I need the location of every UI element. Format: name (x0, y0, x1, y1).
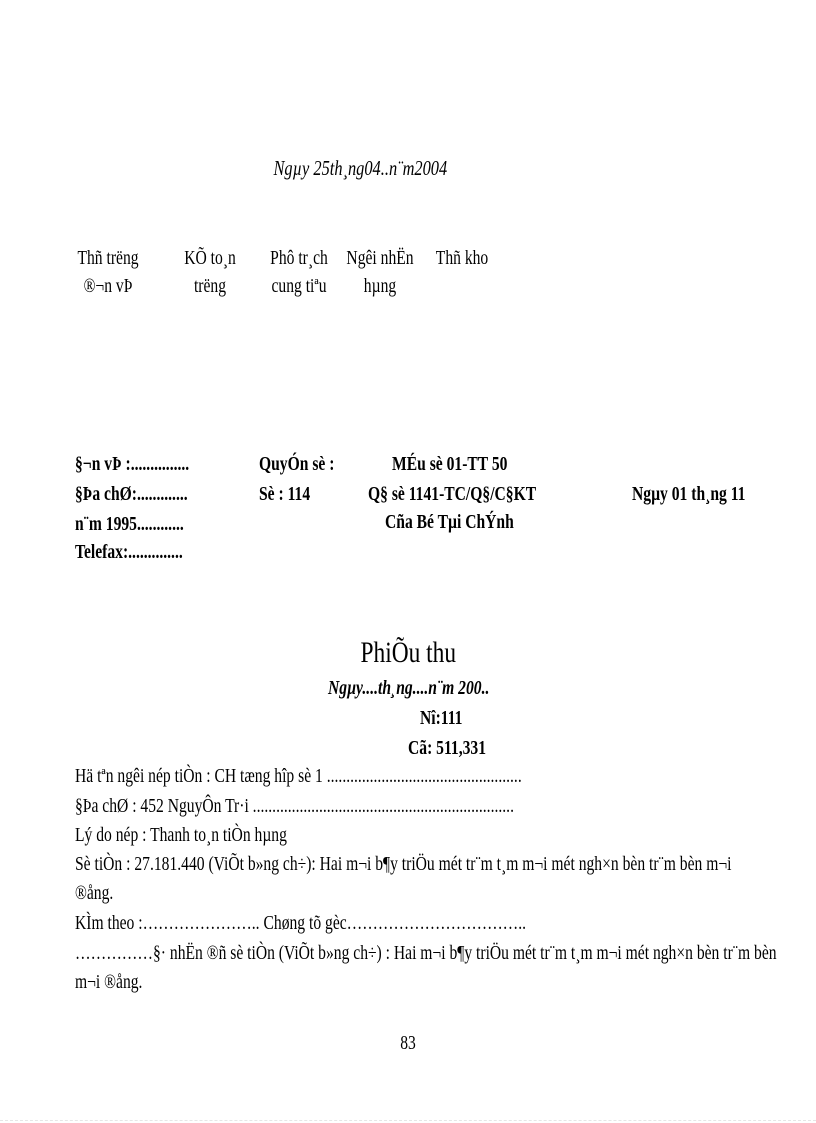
credit-account: Cã: 511,331 (408, 737, 486, 759)
receipt-date: Ngµy....th¸ng....n¨m 200.. (328, 677, 490, 699)
header-unit: §¬n vÞ :............... (75, 453, 190, 475)
header-issued-date: Ngµy 01 th¸ng 11 (632, 483, 746, 505)
header-year: n¨m 1995............ (75, 513, 184, 535)
signature-head-of-unit (60, 244, 156, 300)
signature-receiver (330, 244, 430, 300)
received-amount-line: ……………§· nhËn ®ñ sè tiÒn (ViÕt b»ng ch÷) : Hai m¬i b¶y triÖu mét tr¨m t¸m m¬i mét ngh×n bèn tr¨m bèn (75, 942, 777, 964)
signature-label: hµng (363, 275, 397, 297)
header-number: Sè : 114 (259, 483, 311, 505)
payer-address-line: §Þa chØ : 452 NguyÔn Tr·i ................................................................... (75, 795, 514, 817)
signature-label: Thñ trëng (77, 247, 139, 269)
header-address: §Þa chØ:............. (75, 483, 188, 505)
header-form-number: MÉu sè 01-TT 50 (392, 453, 508, 475)
document-date: Ngµy 25th¸ng04..n¨m2004 (273, 156, 447, 180)
page-bottom-divider (0, 1120, 816, 1121)
document-title: PhiÕu thu (360, 636, 456, 669)
received-amount-line-cont: m¬i ®ång. (75, 971, 143, 993)
signature-label: ®¬n vÞ (83, 275, 133, 297)
payment-reason-line: Lý do nép : Thanh to¸n tiÒn hµng (75, 824, 287, 846)
amount-line: Sè tiÒn : 27.181.440 (ViÕt b»ng ch÷): Hai m¬i b¶y triÖu mét tr¨m t¸m m¬i mét ngh×n bèn tr¨m bèn m¬i (75, 853, 732, 875)
header-decision: Q§ sè 1141-TC/Q§/C§KT (368, 483, 537, 505)
signature-label: cung tiªu (271, 275, 327, 297)
signature-storekeeper (420, 244, 504, 272)
signature-label: KÕ to¸n (184, 247, 236, 269)
header-ministry: Cña Bé Tµi ChÝnh (385, 511, 514, 533)
signature-label: trëng (193, 275, 227, 297)
attachments-line: KÌm theo :………………….. Chøng tõ gèc…………………………….. (75, 912, 527, 934)
signature-label: Ngêi nhËn (346, 247, 414, 269)
debit-account: Nî:111 (420, 707, 463, 729)
header-telefax: Telefax:.............. (75, 541, 183, 563)
amount-line-cont: ®ång. (75, 882, 114, 904)
signature-label: Thñ kho (435, 247, 489, 269)
page-number: 83 (400, 1032, 416, 1054)
signature-chief-accountant (164, 244, 256, 300)
header-book: QuyÓn sè : (259, 453, 335, 475)
signature-label: Phô tr¸ch (270, 247, 328, 269)
payer-name-line: Hä tªn ngêi nép tiÒn : CH tæng hîp sè 1 .................................................. (75, 765, 522, 787)
